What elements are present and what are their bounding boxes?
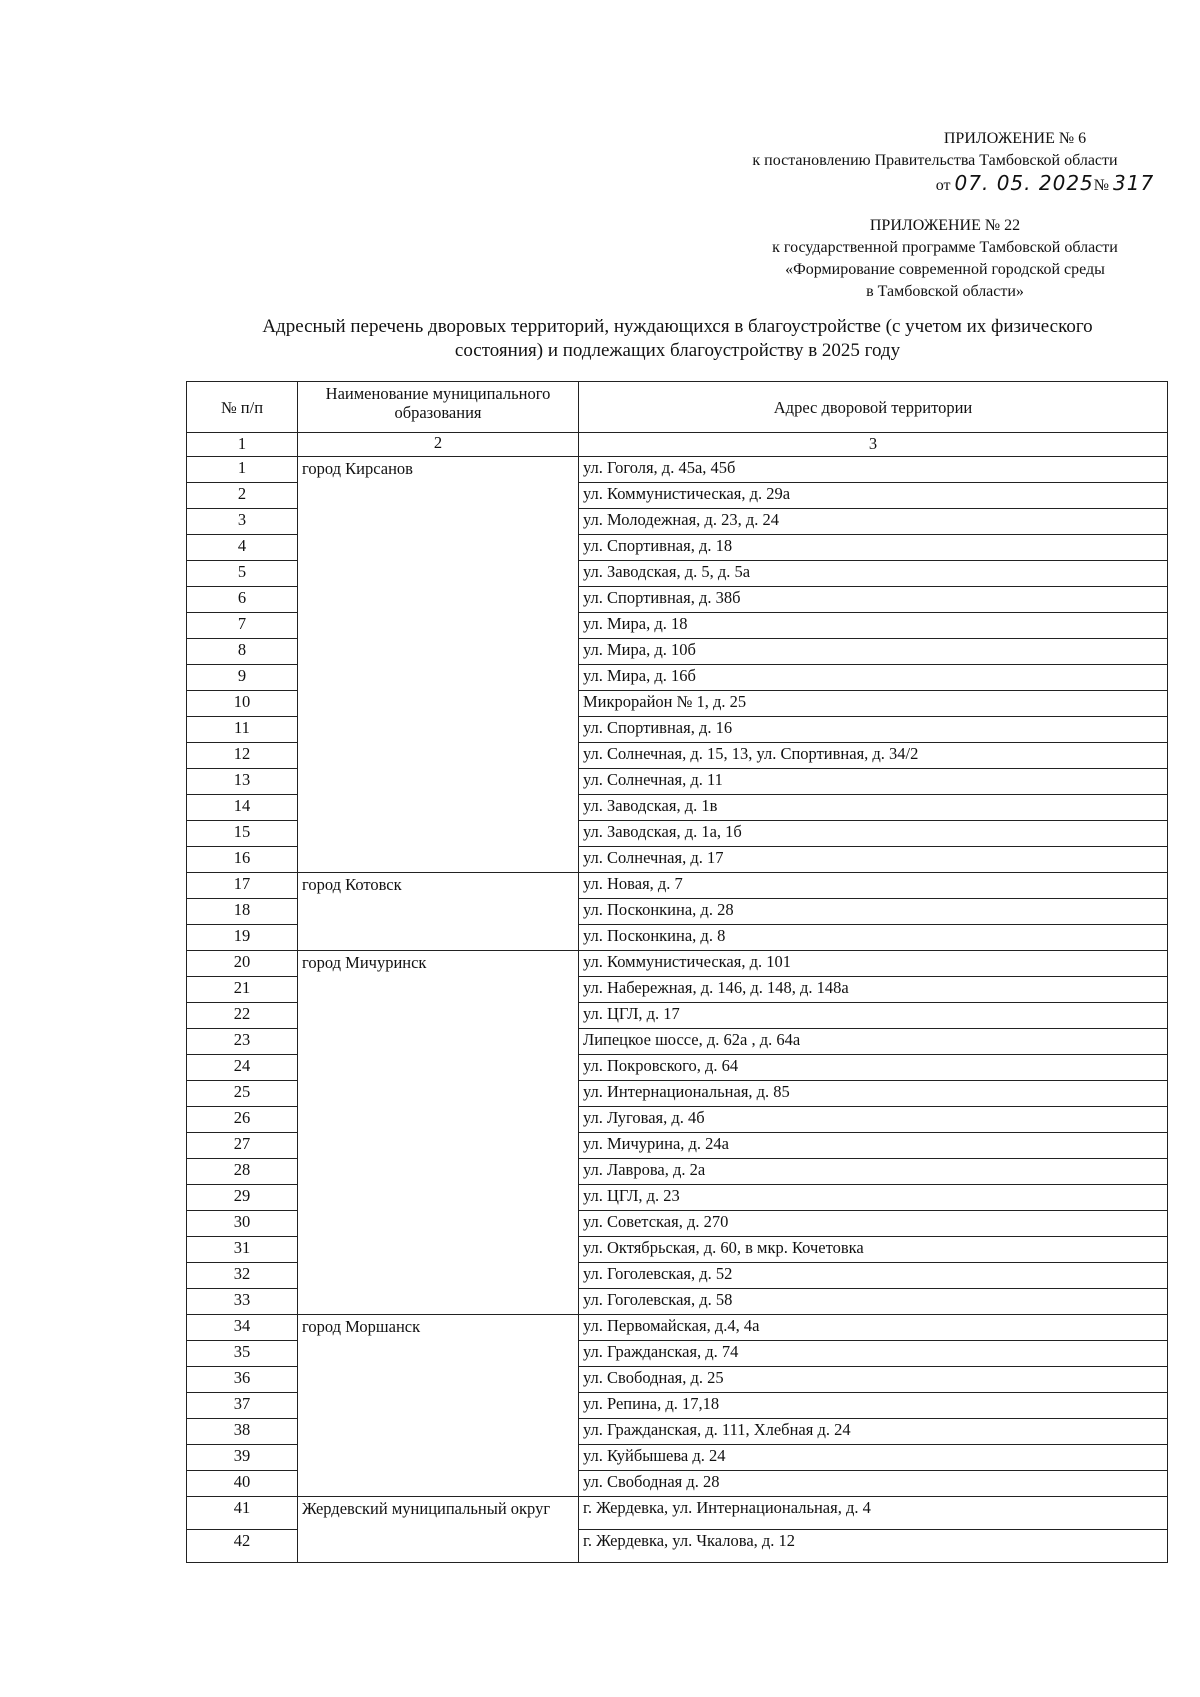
address-cell: ул. Советская, д. 270 [579, 1211, 1168, 1237]
row-number: 38 [187, 1419, 298, 1445]
row-number: 20 [187, 951, 298, 977]
table-row [187, 951, 1168, 977]
address-cell: ул. Гоголевская, д. 58 [579, 1289, 1168, 1315]
row-number: 17 [187, 873, 298, 899]
address-cell: ул. Репина, д. 17,18 [579, 1393, 1168, 1419]
header-municipality: Наименование муниципального образования [298, 382, 579, 433]
row-number: 42 [187, 1530, 298, 1563]
document-title-line1: Адресный перечень дворовых территорий, нуждающихся в благоустройстве (с учетом их физического [262, 316, 1093, 337]
row-number: 14 [187, 795, 298, 821]
row-number: 37 [187, 1393, 298, 1419]
row-number: 5 [187, 561, 298, 587]
address-cell: ул. Свободная д. 28 [579, 1471, 1168, 1497]
row-number: 40 [187, 1471, 298, 1497]
row-number: 6 [187, 587, 298, 613]
address-table [186, 381, 1168, 1563]
row-number: 8 [187, 639, 298, 665]
address-cell: ул. Солнечная, д. 11 [579, 769, 1168, 795]
address-cell: ул. Свободная, д. 25 [579, 1367, 1168, 1393]
address-cell: Липецкое шоссе, д. 62а , д. 64а [579, 1029, 1168, 1055]
address-cell: ул. Спортивная, д. 38б [579, 587, 1168, 613]
row-number: 12 [187, 743, 298, 769]
row-number: 28 [187, 1159, 298, 1185]
address-cell: ул. Гоголя, д. 45а, 45б [579, 457, 1168, 483]
row-number: 10 [187, 691, 298, 717]
address-cell: ул. Куйбышева д. 24 [579, 1445, 1168, 1471]
number-prefix: № [1093, 177, 1110, 194]
appendix-22-line2: к государственной программе Тамбовской области [772, 239, 1118, 256]
address-cell: ул. Солнечная, д. 17 [579, 847, 1168, 873]
row-number: 22 [187, 1003, 298, 1029]
row-number: 25 [187, 1081, 298, 1107]
address-cell: ул. Мира, д. 18 [579, 613, 1168, 639]
address-cell: г. Жердевка, ул. Чкалова, д. 12 [579, 1530, 1168, 1563]
row-number: 36 [187, 1367, 298, 1393]
header-address: Адрес дворовой территории [579, 382, 1168, 433]
row-number: 31 [187, 1237, 298, 1263]
appendix-22-line3: «Формирование современной городской среды [785, 261, 1105, 278]
address-cell: ул. Спортивная, д. 18 [579, 535, 1168, 561]
row-number: 15 [187, 821, 298, 847]
table-row [187, 873, 1168, 899]
row-number: 13 [187, 769, 298, 795]
row-number: 26 [187, 1107, 298, 1133]
row-number: 9 [187, 665, 298, 691]
row-number: 39 [187, 1445, 298, 1471]
table-header-row [187, 382, 1168, 433]
row-number: 2 [187, 483, 298, 509]
address-cell: ул. Интернациональная, д. 85 [579, 1081, 1168, 1107]
address-cell: ул. Гражданская, д. 111, Хлебная д. 24 [579, 1419, 1168, 1445]
row-number: 23 [187, 1029, 298, 1055]
address-cell: ул. Посконкина, д. 28 [579, 899, 1168, 925]
appendix-6-date-line [700, 172, 1170, 197]
row-number: 41 [187, 1497, 298, 1530]
address-cell: ул. Гражданская, д. 74 [579, 1341, 1168, 1367]
address-cell: ул. Посконкина, д. 8 [579, 925, 1168, 951]
row-number: 4 [187, 535, 298, 561]
appendix-22-header [720, 215, 1170, 303]
address-cell: ул. Первомайская, д.4, 4а [579, 1315, 1168, 1341]
address-cell: ул. Мира, д. 10б [579, 639, 1168, 665]
address-cell: ул. Октябрьская, д. 60, в мкр. Кочетовка [579, 1237, 1168, 1263]
row-number: 19 [187, 925, 298, 951]
address-cell: ул. Мира, д. 16б [579, 665, 1168, 691]
address-cell: ул. Коммунистическая, д. 101 [579, 951, 1168, 977]
address-cell: ул. Луговая, д. 4б [579, 1107, 1168, 1133]
row-number: 34 [187, 1315, 298, 1341]
column-numbers-row [187, 433, 1168, 457]
address-cell: ул. Молодежная, д. 23, д. 24 [579, 509, 1168, 535]
address-cell: г. Жердевка, ул. Интернациональная, д. 4 [579, 1497, 1168, 1530]
row-number: 1 [187, 457, 298, 483]
table-row [187, 1315, 1168, 1341]
address-cell: ул. Новая, д. 7 [579, 873, 1168, 899]
address-cell: ул. ЦГЛ, д. 23 [579, 1185, 1168, 1211]
row-number: 32 [187, 1263, 298, 1289]
document-title-line2: состояния) и подлежащих благоустройству в 2025 году [454, 340, 901, 361]
appendix-22-line4: в Тамбовской области» [866, 283, 1024, 300]
appendix-6-header [700, 128, 1170, 197]
document-title [190, 315, 1165, 363]
appendix-6-decree-line: к постановлению Правительства Тамбовской области [752, 152, 1118, 169]
table-row [187, 1497, 1168, 1530]
address-cell: ул. Набережная, д. 146, д. 148, д. 148а [579, 977, 1168, 1003]
address-cell: ул. Гоголевская, д. 52 [579, 1263, 1168, 1289]
col-number-1: 1 [187, 433, 298, 457]
address-cell: ул. Солнечная, д. 15, 13, ул. Спортивная, д. 34/2 [579, 743, 1168, 769]
row-number: 33 [187, 1289, 298, 1315]
address-cell: ул. Спортивная, д. 16 [579, 717, 1168, 743]
date-prefix: от [935, 177, 951, 194]
address-cell: ул. Мичурина, д. 24а [579, 1133, 1168, 1159]
municipality-cell: город Котовск [298, 873, 579, 951]
col-number-2: 2 [298, 433, 579, 457]
row-number: 7 [187, 613, 298, 639]
appendix-6-title: ПРИЛОЖЕНИЕ № 6 [943, 130, 1087, 147]
row-number: 35 [187, 1341, 298, 1367]
row-number: 16 [187, 847, 298, 873]
row-number: 30 [187, 1211, 298, 1237]
municipality-cell: город Кирсанов [298, 457, 579, 873]
address-cell: ул. Заводская, д. 5, д. 5а [579, 561, 1168, 587]
header-num: № п/п [187, 382, 298, 433]
row-number: 11 [187, 717, 298, 743]
row-number: 24 [187, 1055, 298, 1081]
address-cell: ул. Заводская, д. 1а, 1б [579, 821, 1168, 847]
handwritten-date: 07. 05. 2025 [954, 171, 1094, 195]
address-cell: ул. Коммунистическая, д. 29а [579, 483, 1168, 509]
row-number: 27 [187, 1133, 298, 1159]
handwritten-number: 317 [1113, 171, 1155, 195]
row-number: 29 [187, 1185, 298, 1211]
address-cell: ул. Заводская, д. 1в [579, 795, 1168, 821]
municipality-cell: город Мичуринск [298, 951, 579, 1315]
appendix-22-title: ПРИЛОЖЕНИЕ № 22 [869, 217, 1021, 234]
row-number: 18 [187, 899, 298, 925]
municipality-cell: город Моршанск [298, 1315, 579, 1497]
address-cell: ул. Лаврова, д. 2а [579, 1159, 1168, 1185]
col-number-3: 3 [579, 433, 1168, 457]
row-number: 21 [187, 977, 298, 1003]
row-number: 3 [187, 509, 298, 535]
address-cell: ул. ЦГЛ, д. 17 [579, 1003, 1168, 1029]
table-row [187, 457, 1168, 483]
address-cell: ул. Покровского, д. 64 [579, 1055, 1168, 1081]
municipality-cell: Жердевский муниципальный округ [298, 1497, 579, 1563]
address-cell: Микрорайон № 1, д. 25 [579, 691, 1168, 717]
